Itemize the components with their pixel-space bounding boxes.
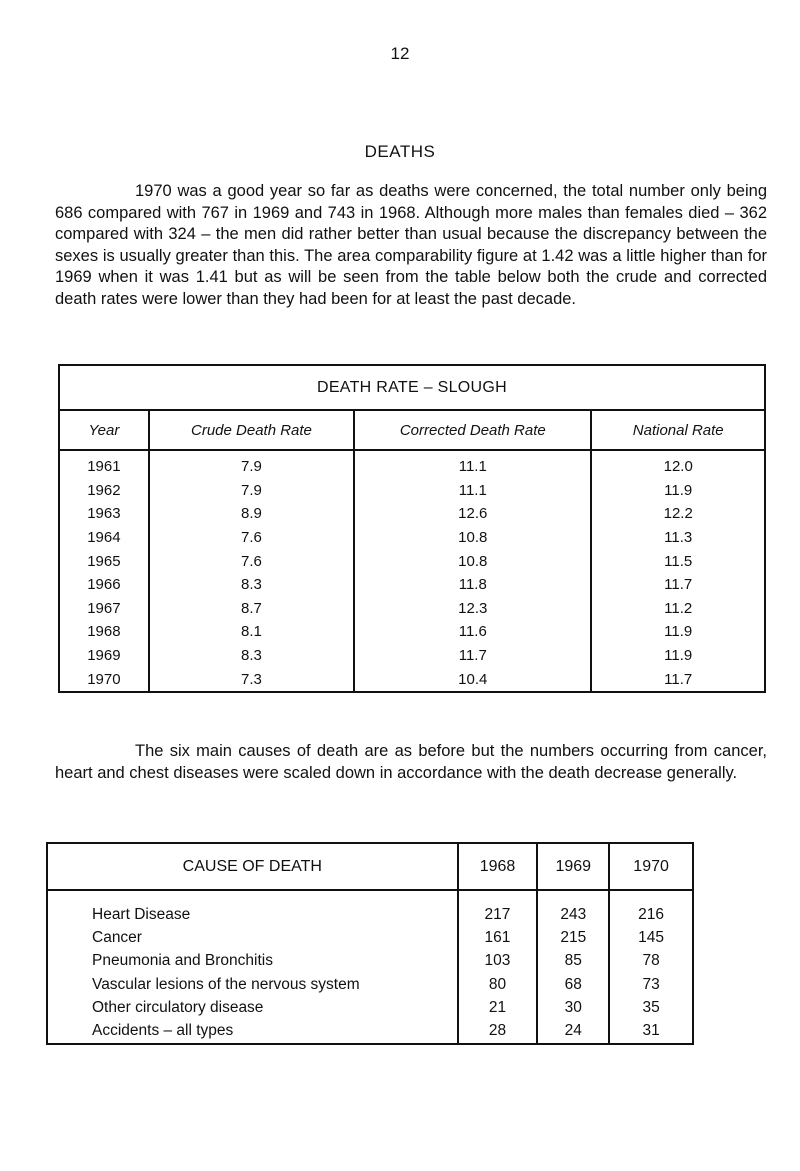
table-row [59,620,765,644]
table-cell: 11.9 [591,620,765,644]
table-cell: 11.7 [591,667,765,692]
table-cell: 8.1 [149,620,354,644]
table-cell: 24 [537,1019,609,1043]
table-cell: 11.5 [591,549,765,573]
table-row [47,890,693,926]
table-cell: 68 [537,973,609,996]
causes-paragraph: The six main causes of death are as before but the numbers occurring from cancer, heart and chest diseases were scaled down in accordance with the death decrease generally. [55,742,767,782]
table-cell: Cancer [47,926,458,949]
table-cell: 10.8 [354,526,591,550]
page-number: 12 [390,44,410,63]
table-cell: 1969 [59,644,149,668]
table-cell: 7.6 [149,549,354,573]
table-cell: 80 [458,973,538,996]
table-cell: 35 [609,996,693,1019]
table-cell: 8.3 [149,573,354,597]
death-rate-table [58,364,766,693]
table-row [59,644,765,668]
table-cell: 217 [458,890,538,926]
table-header-row [47,843,693,890]
table-cell: 11.6 [354,620,591,644]
cause-of-death-table [46,842,694,1045]
table-cell: 1968 [59,620,149,644]
table-row [47,973,693,996]
table-cell: 11.1 [354,450,591,479]
table-caption-row [59,365,765,410]
table-row [59,549,765,573]
table-cell: 8.3 [149,644,354,668]
table-cell: 1964 [59,526,149,550]
table-cell: 103 [458,950,538,973]
table-cell: 8.7 [149,597,354,621]
table-row [59,667,765,692]
table-cell: 215 [537,926,609,949]
table-row [59,479,765,503]
table-cell: 1962 [59,479,149,503]
table-cell: 85 [537,950,609,973]
column-header-crude: Crude Death Rate [149,410,354,450]
table-cell: 31 [609,1019,693,1043]
column-header-1970: 1970 [609,843,693,890]
table-cell: 1961 [59,450,149,479]
table-row [59,597,765,621]
table-cell: 11.7 [591,573,765,597]
table-cell: 11.3 [591,526,765,550]
table-cell: 10.8 [354,549,591,573]
table-row [47,1019,693,1043]
table-header-row [59,410,765,450]
table-cell: 1967 [59,597,149,621]
table-cell: 7.9 [149,479,354,503]
table-cell: 1970 [59,667,149,692]
column-header-year: Year [59,410,149,450]
table-cell: Pneumonia and Bronchitis [47,950,458,973]
table-cell: 11.7 [354,644,591,668]
table-cell: Heart Disease [47,890,458,926]
table-cell: 145 [609,926,693,949]
table-row [59,526,765,550]
table-cell: 8.9 [149,502,354,526]
table-cell: 12.3 [354,597,591,621]
page-title: DEATHS [364,142,436,161]
table-cell: Accidents – all types [47,1019,458,1043]
table-cell: 216 [609,890,693,926]
table-cell: 7.9 [149,450,354,479]
column-header-national: National Rate [591,410,765,450]
table-cell: 12.2 [591,502,765,526]
table-cell: 12.0 [591,450,765,479]
table-cell: 11.9 [591,479,765,503]
table-cell: 30 [537,996,609,1019]
table-caption: DEATH RATE – SLOUGH [59,365,765,410]
intro-paragraph: 1970 was a good year so far as deaths were concerned, the total number only being 686 compared with 767 in 1969 and 743 in 1968. Although more males than females died – 362 compared with 324 – the men did rather better than usual because the discrepancy between the sexes is usually greater than this. The area comparability figure at 1.42 was a little higher than for 1969 when it was 1.41 but as will be seen from the table below both the crude and corrected death rates were lower than they had been for at least the past decade. [55,182,767,308]
table-cell: 161 [458,926,538,949]
table-cell: 78 [609,950,693,973]
table-row [59,573,765,597]
table-cell: 7.3 [149,667,354,692]
table-cell: 12.6 [354,502,591,526]
table-cell: 1966 [59,573,149,597]
table-row [47,996,693,1019]
table-cell: 7.6 [149,526,354,550]
column-header-1969: 1969 [537,843,609,890]
table-cell: 11.8 [354,573,591,597]
table-row [59,502,765,526]
table-row [47,950,693,973]
table-row [59,450,765,479]
column-header-1968: 1968 [458,843,538,890]
table-cell: 243 [537,890,609,926]
column-header-cause: CAUSE OF DEATH [47,843,458,890]
table-cell: Vascular lesions of the nervous system [47,973,458,996]
table-cell: 21 [458,996,538,1019]
table-cell: 11.1 [354,479,591,503]
table-row [47,926,693,949]
table-cell: Other circulatory disease [47,996,458,1019]
table-cell: 1963 [59,502,149,526]
table-cell: 73 [609,973,693,996]
table-cell: 10.4 [354,667,591,692]
table-cell: 1965 [59,549,149,573]
table-cell: 28 [458,1019,538,1043]
table-cell: 11.9 [591,644,765,668]
column-header-corrected: Corrected Death Rate [354,410,591,450]
table-cell: 11.2 [591,597,765,621]
